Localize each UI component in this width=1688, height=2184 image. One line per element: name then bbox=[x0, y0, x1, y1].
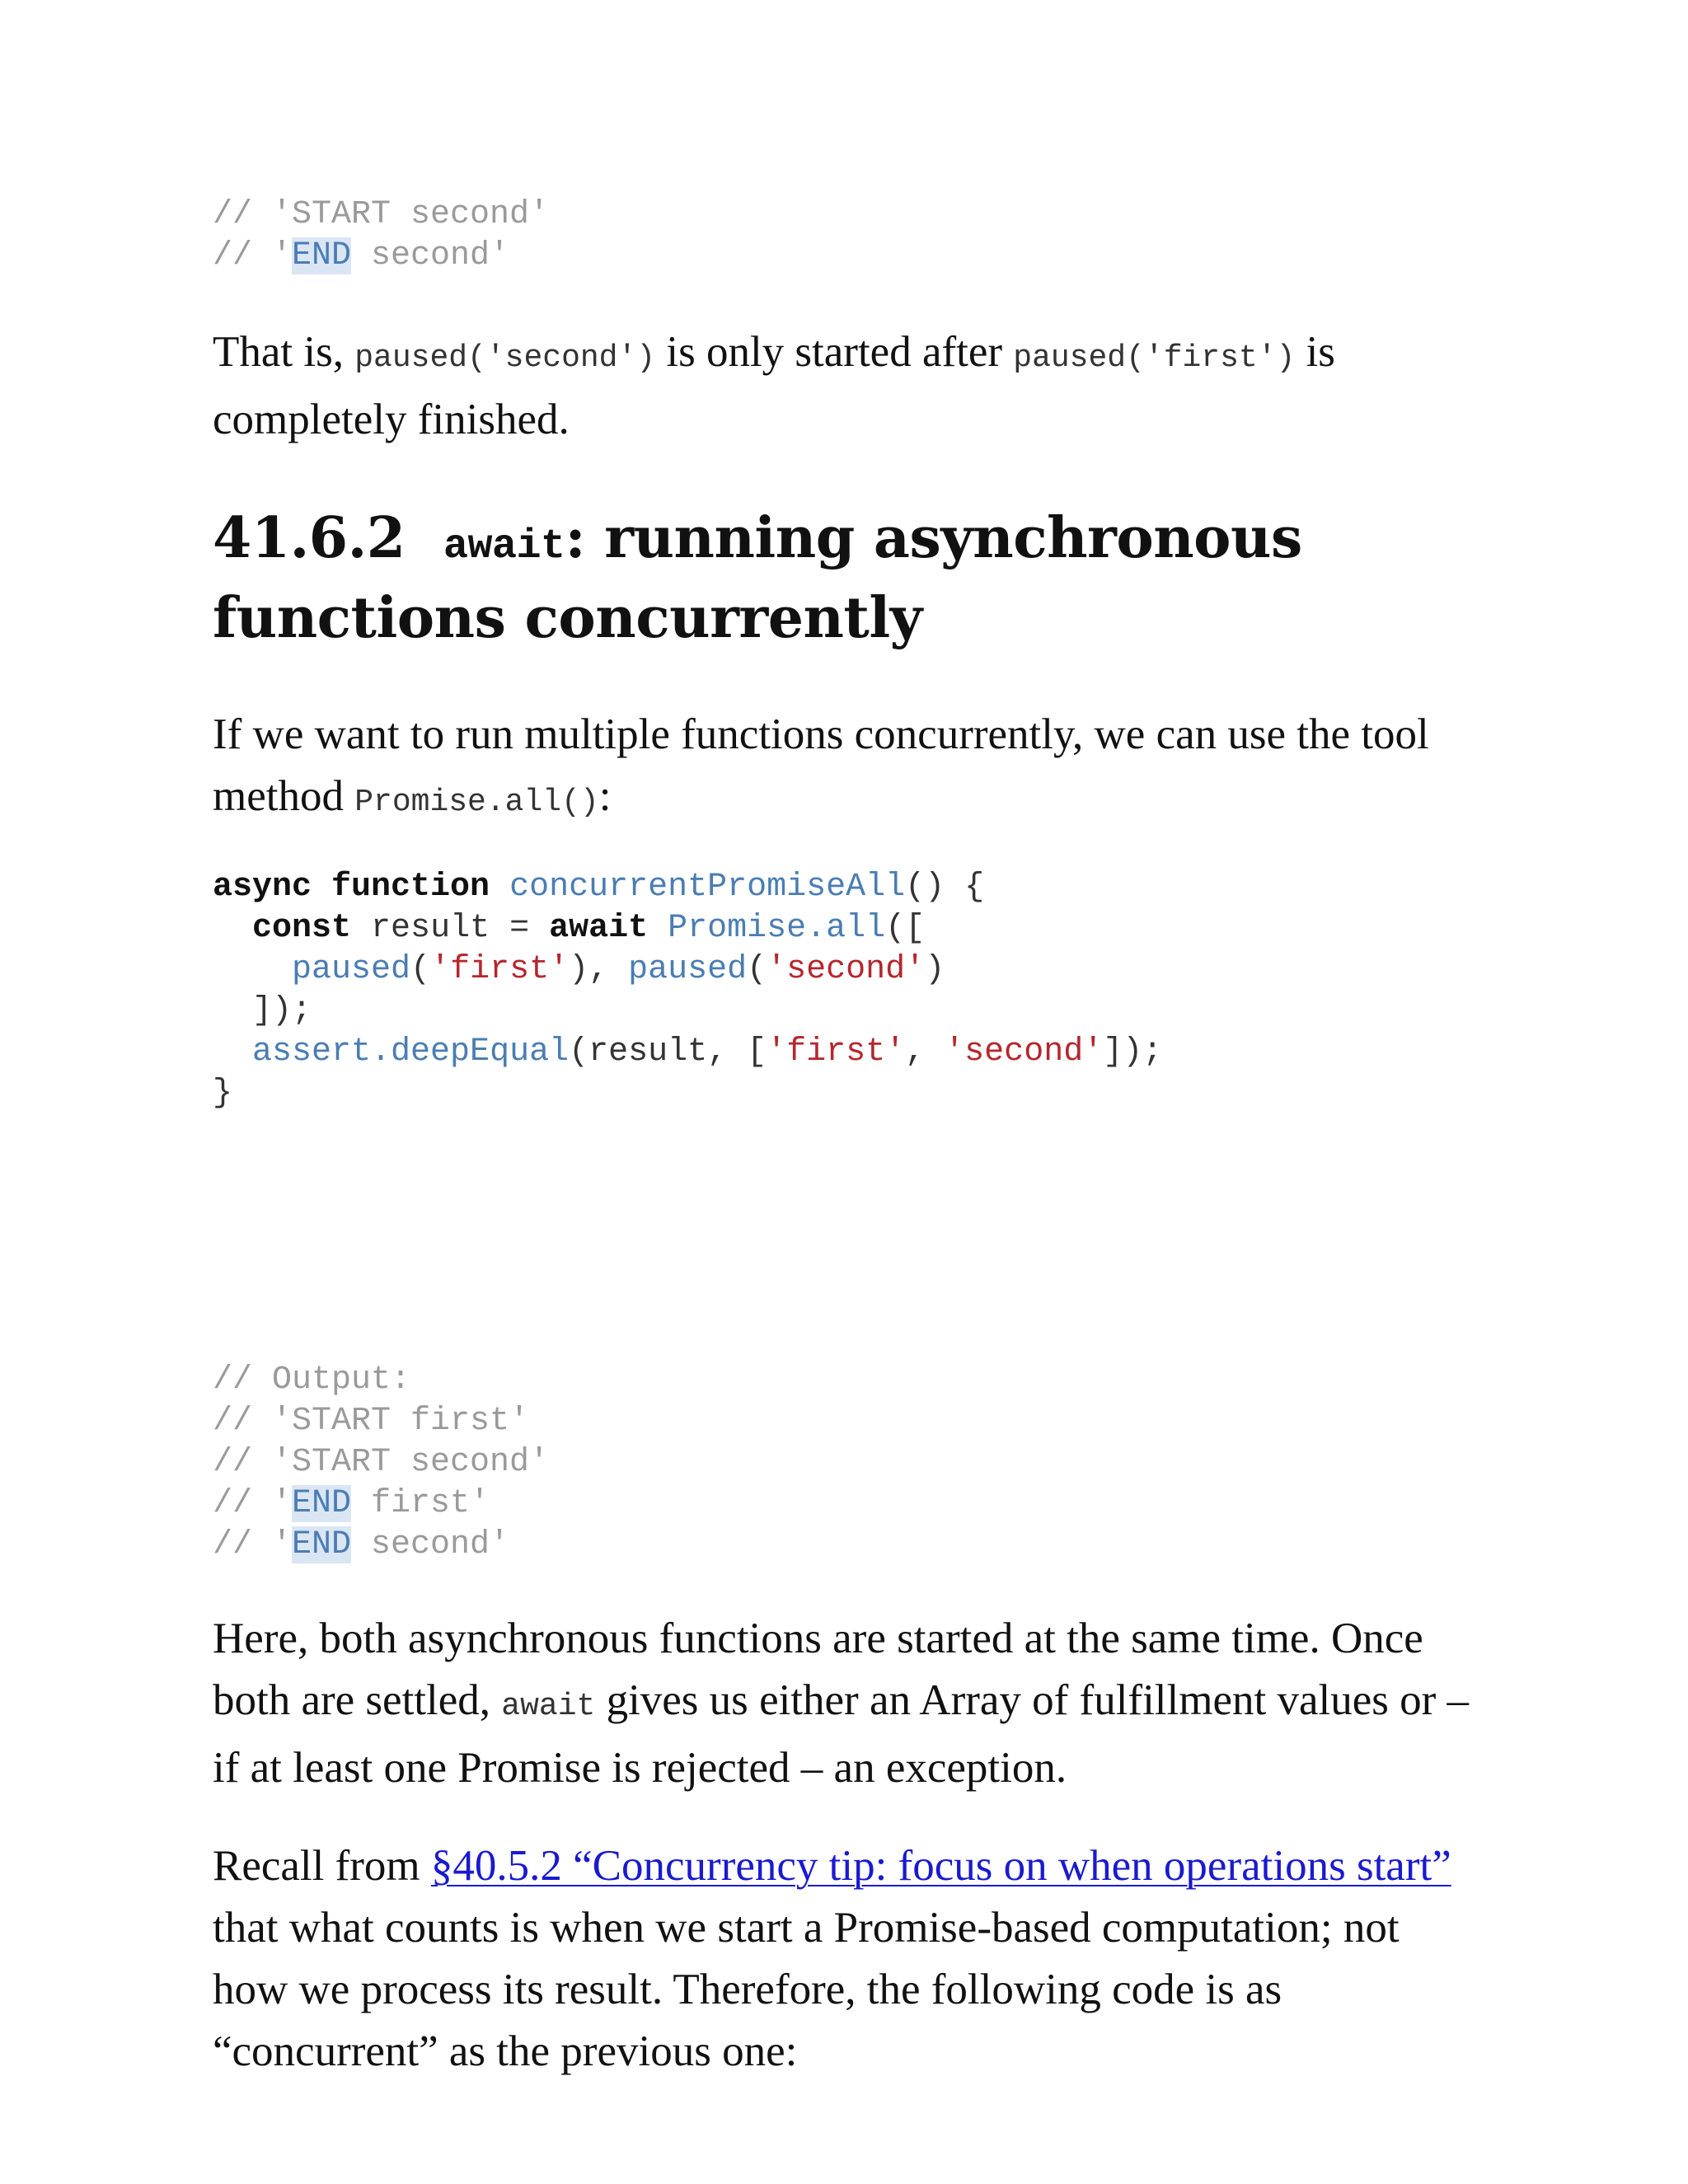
inline-code: paused('second') bbox=[354, 340, 656, 376]
string-literal: 'first' bbox=[767, 1033, 906, 1071]
punctuation: () { bbox=[905, 869, 985, 906]
keyword: async function bbox=[213, 869, 490, 906]
comment-text: second' bbox=[351, 1526, 510, 1563]
code-comment: // Output: bbox=[213, 1361, 411, 1399]
punctuation: ([ bbox=[885, 910, 926, 947]
comment-text: second' bbox=[351, 237, 510, 274]
output-code-snippet bbox=[213, 194, 549, 277]
promise-all-output-block bbox=[213, 1360, 549, 1566]
code-comment bbox=[213, 1526, 509, 1563]
paragraph-promise-all-intro bbox=[213, 704, 1482, 833]
code-comment: // 'START second' bbox=[213, 1444, 550, 1481]
paragraph-concurrency-explanation bbox=[213, 1608, 1482, 1799]
string-literal: 'second' bbox=[767, 951, 926, 988]
highlighted-keyword: END bbox=[292, 237, 352, 274]
text: Recall from bbox=[213, 1842, 431, 1890]
cross-reference-link[interactable]: §40.5.2 “Concurrency tip: focus on when operations start” bbox=[430, 1842, 1451, 1890]
punctuation: , bbox=[905, 1033, 945, 1071]
text: If we want to run multiple functions concurrently, we can use the tool method bbox=[213, 710, 1429, 820]
comment-prefix: // ' bbox=[213, 1526, 293, 1563]
inline-code: Promise.all() bbox=[354, 785, 599, 820]
keyword: await bbox=[549, 910, 649, 947]
text: is completely finished. bbox=[213, 328, 1335, 443]
function-name: paused bbox=[292, 951, 411, 988]
keyword: const bbox=[252, 910, 352, 947]
inline-code: paused('first') bbox=[1013, 340, 1296, 376]
highlighted-keyword: END bbox=[292, 1485, 352, 1522]
text: is only started after bbox=[655, 328, 1014, 376]
punctuation: ( bbox=[410, 951, 431, 988]
code-text: (result, [ bbox=[569, 1033, 767, 1071]
comment-text: START second' bbox=[292, 196, 550, 233]
text: Here, both asynchronous functions are started at the same time. Once both are settled, bbox=[213, 1615, 1423, 1724]
highlighted-keyword: END bbox=[292, 1526, 352, 1563]
punctuation: ( bbox=[747, 951, 767, 988]
comment-prefix: // ' bbox=[213, 1485, 293, 1522]
code-comment: // 'START first' bbox=[213, 1403, 530, 1440]
function-name: paused bbox=[628, 951, 748, 988]
code-comment bbox=[213, 1485, 490, 1522]
inline-code: await bbox=[501, 1689, 596, 1724]
heading-code: await bbox=[443, 523, 565, 570]
code-text: result = bbox=[351, 910, 550, 947]
comment-text: first' bbox=[351, 1485, 490, 1522]
function-name: assert.deepEqual bbox=[252, 1033, 570, 1071]
paragraph-sequential-explanation bbox=[213, 321, 1482, 451]
string-literal: 'second' bbox=[945, 1033, 1104, 1071]
code-comment bbox=[213, 196, 549, 233]
function-name: Promise.all bbox=[668, 910, 886, 947]
punctuation: ), bbox=[569, 951, 629, 988]
punctuation: ]); bbox=[252, 992, 312, 1029]
string-literal: 'first' bbox=[430, 951, 570, 988]
text: : bbox=[598, 772, 612, 820]
heading-title: : running asynchronous functions concurrently bbox=[213, 505, 1302, 651]
text: That is, bbox=[213, 328, 355, 376]
punctuation: ) bbox=[925, 951, 945, 988]
section-number: 41.6.2 bbox=[213, 505, 406, 571]
paragraph-recall bbox=[213, 1835, 1482, 2083]
comment-prefix: // ' bbox=[213, 196, 293, 233]
comment-prefix: // ' bbox=[213, 237, 293, 274]
function-name: concurrentPromiseAll bbox=[509, 869, 906, 906]
text: gives us either an Array of fulfillment values or – if at least one Promise is rejected – an exception. bbox=[213, 1676, 1470, 1792]
code-comment bbox=[213, 237, 509, 274]
text: that what counts is when we start a Promise-based computation; not how we process its result. Therefore, the following code is as “concurrent” as the previous one: bbox=[213, 1904, 1400, 2075]
promise-all-code-block bbox=[213, 867, 1162, 1114]
punctuation: ]); bbox=[1103, 1033, 1163, 1071]
punctuation: } bbox=[213, 1075, 233, 1112]
section-heading bbox=[213, 503, 1482, 654]
